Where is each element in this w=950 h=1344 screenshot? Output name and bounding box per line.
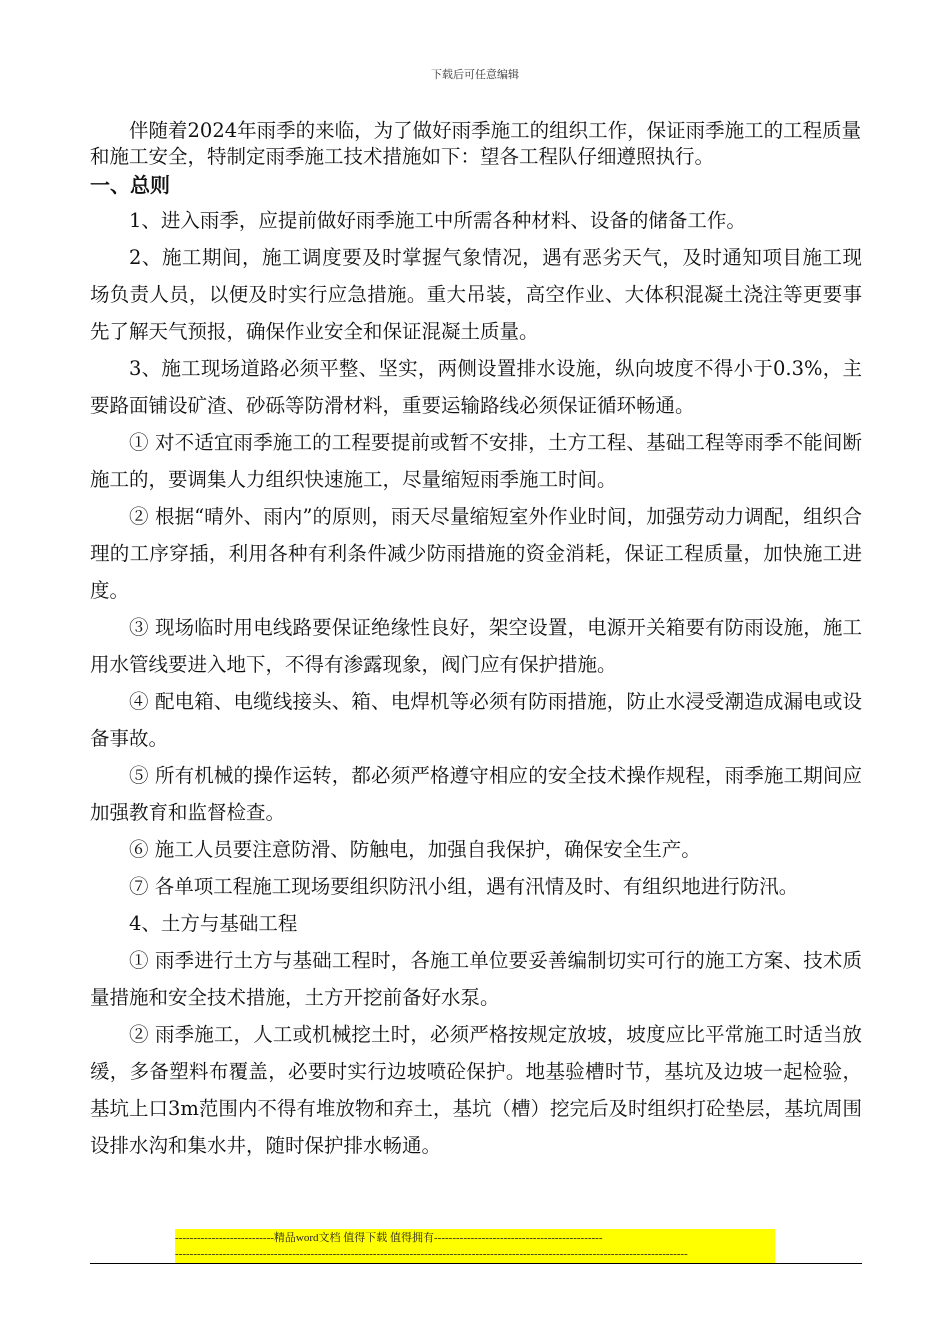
paragraph-3-item-4: ④ 配电箱、电缆线接头、箱、电焊机等必须有防雨措施，防止水浸受潮造成漏电或设备事故。 bbox=[90, 690, 862, 750]
paragraph-3-item-2: ② 根据“晴外、雨内”的原则，雨天尽量缩短室外作业时间，加强劳动力调配，组织合理的工序穿插，利用各种有利条件减少防雨措施的资金消耗，保证工程质量，加快施工进度。 bbox=[90, 505, 862, 602]
paragraph-4-item-1: ① 雨季进行土方与基础工程时，各施工单位要妥善编制切实可行的施工方案、技术质量措施和安全技术措施，土方开挖前备好水泵。 bbox=[90, 949, 862, 1009]
paragraph-4-item-2: ② 雨季施工，人工或机械挖土时，必须严格按规定放坡，坡度应比平常施工时适当放缓，多备塑料布覆盖，必要时实行边坡喷砼保护。地基验槽时节，基坑及边坡一起检验，基坑上口3m范围内不得有堆放物和弃土，基坑（槽）挖完后及时组织打砼垫层，基坑周围设排水沟和集水井，随时保护排水畅通。 bbox=[90, 1023, 862, 1157]
paragraph-3-item-6: ⑥ 施工人员要注意防滑、防触电，加强自我保护，确保安全生产。 bbox=[129, 838, 701, 861]
footer-banner-line1: ---------------------------精品word文档 值得下载 值得拥有---------------------------------------------- bbox=[175, 1229, 775, 1248]
paragraph-3: 3、施工现场道路必须平整、坚实，两侧设置排水设施，纵向坡度不得小于0.3%，主要路面铺设矿渣、砂砾等防滑材料，重要运输路线必须保证循环畅通。 bbox=[90, 357, 862, 417]
paragraph-2: 2、施工期间，施工调度要及时掌握气象情况，遇有恶劣天气，及时通知项目施工现场负责人员，以便及时实行应急措施。重大吊装，高空作业、大体积混凝土浇注等更要事先了解天气预报，确保作业安全和保证混凝土质量。 bbox=[90, 246, 862, 343]
paragraph-3-item-5: ⑤ 所有机械的操作运转，都必须严格遵守相应的安全技术操作规程，雨季施工期间应加强教育和监督检查。 bbox=[90, 764, 862, 824]
paragraph-1: 1、进入雨季，应提前做好雨季施工中所需各种材料、设备的储备工作。 bbox=[129, 209, 746, 232]
paragraph-3-item-1: ① 对不适宜雨季施工的工程要提前或暂不安排，土方工程、基础工程等雨季不能间断施工的，要调集人力组织快速施工，尽量缩短雨季施工时间。 bbox=[90, 431, 862, 491]
footer-divider bbox=[90, 1263, 862, 1264]
intro-paragraph: 伴随着2024年雨季的来临，为了做好雨季施工的组织工作，保证雨季施工的工程质量和施工安全，特制定雨季施工技术措施如下：望各工程队仔细遵照执行。 bbox=[90, 119, 862, 168]
paragraph-3-item-3: ③ 现场临时用电线路要保证绝缘性良好，架空设置，电源开关箱要有防雨设施，施工用水管线要进入地下，不得有渗露现象，阀门应有保护措施。 bbox=[90, 616, 862, 676]
document-body bbox=[90, 118, 862, 1164]
paragraph-3-item-7: ⑦ 各单项工程施工现场要组织防汛小组，遇有汛情及时、有组织地进行防汛。 bbox=[129, 875, 799, 898]
footer-banner-line2: -------------------------------------------------------------------------------------------------------------------------------------------- bbox=[175, 1245, 775, 1264]
section-heading: 一、总则 bbox=[90, 173, 170, 197]
header-note: 下载后可任意编辑 bbox=[431, 68, 519, 81]
paragraph-4-heading: 4、土方与基础工程 bbox=[129, 912, 298, 935]
